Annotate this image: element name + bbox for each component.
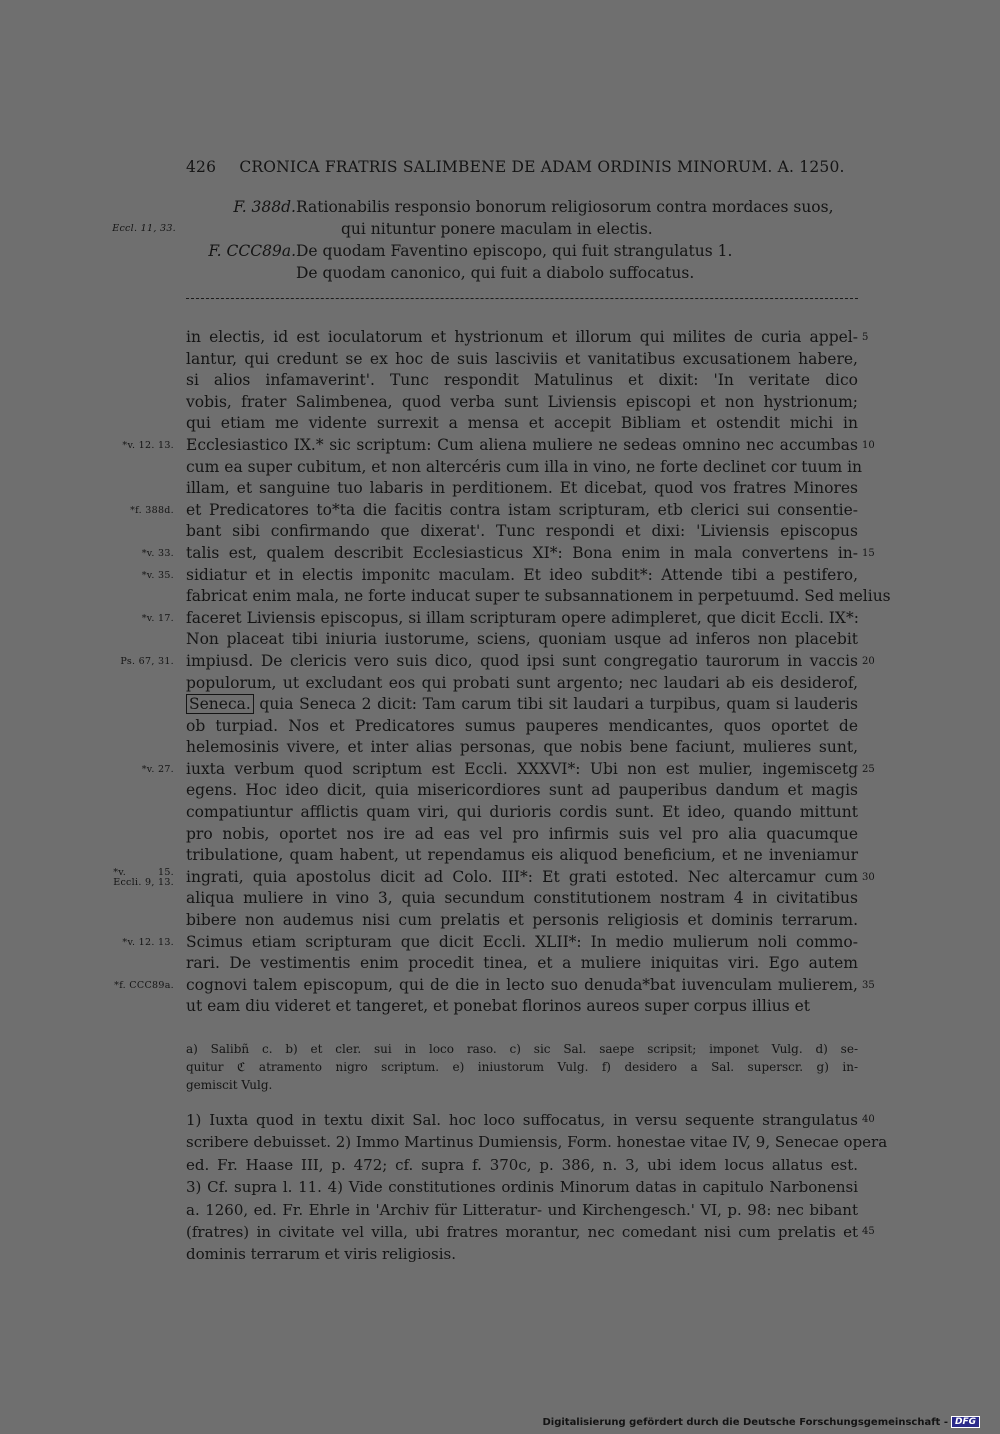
line-text: rari. De vestimentis enim procedit tinea, et a muliere iniquitas viri. Ego autem bbox=[186, 954, 858, 973]
text-line bbox=[141, 565, 858, 587]
footnote-text: 1) Iuxta quod in textu dixit Sal. hoc loco suffocatus, in versu sequente strangulatus bbox=[186, 1111, 858, 1129]
marginal-reference: *v. 12. 13. bbox=[122, 439, 174, 451]
line-number: 15 bbox=[862, 547, 875, 559]
line-text: Non placeat tibi iniuria iustorume, sciens, quoniam usque ad inferos non placebit bbox=[186, 630, 858, 649]
line-number: 25 bbox=[862, 763, 875, 775]
text-line bbox=[186, 349, 858, 371]
text-line bbox=[186, 370, 858, 392]
line-number: 45 bbox=[862, 1225, 875, 1237]
text-line bbox=[186, 478, 858, 500]
line-text: talis est, qualem describit Ecclesiasticus XI*: Bona enim in mala convertens in- bbox=[186, 543, 858, 562]
text-line bbox=[186, 888, 858, 910]
line-text: helemosinis vivere, et inter alias personas, que nobis bene faciunt, mulieres sunt, bbox=[186, 738, 858, 757]
text-line bbox=[130, 500, 858, 522]
line-text: in electis, id est ioculatorum et hystrionum et illorum qui milites de curia appel- bbox=[186, 328, 858, 346]
line-text: ob turpiad. Nos et Predicatores sumus pauperes mendicantes, quos oportet de bbox=[186, 716, 858, 735]
text-line bbox=[186, 673, 858, 695]
text-line bbox=[186, 629, 858, 651]
marginal-reference: *v. 35. bbox=[141, 569, 174, 581]
running-header bbox=[186, 158, 858, 176]
running-title: CRONICA FRATRIS SALIMBENE DE ADAM ORDINIS MINORUM. A. 1250. bbox=[239, 158, 845, 176]
text-line bbox=[186, 694, 858, 716]
line-text: ut eam diu videret et tangeret, et ponebat florinos aureos super corpus illius et bbox=[186, 997, 811, 1016]
folio-ref: F. 388d. bbox=[233, 198, 296, 216]
heading-row bbox=[112, 218, 858, 240]
text-line bbox=[186, 996, 858, 1018]
text-line bbox=[114, 975, 875, 997]
line-text: Scimus etiam scripturam que dicit Eccli. XLII*: In medio mulierum noli commo- bbox=[186, 932, 858, 951]
text-line bbox=[186, 457, 863, 479]
marginal-reference: Eccl. 11, 33. bbox=[112, 223, 176, 234]
text-line bbox=[122, 435, 875, 457]
credit-text: Digitalisierung gefördert durch die Deutsche Forschungsgemeinschaft - bbox=[542, 1416, 948, 1428]
footnote-line bbox=[186, 1109, 875, 1131]
line-number: 40 bbox=[862, 1114, 875, 1125]
text-line bbox=[141, 608, 859, 630]
text-line bbox=[186, 586, 891, 608]
line-number: 20 bbox=[862, 655, 875, 667]
marginal-reference: *v. 33. bbox=[141, 547, 174, 559]
footnote-text: scribere debuisset. 2) Immo Martinus Dumiensis, Form. honestae vitae IV, 9, Senecae opera bbox=[186, 1133, 888, 1152]
heading-row bbox=[186, 262, 858, 284]
line-text: si alios infamaverint'. Tunc respondit Matulinus et dixit: 'In veritate dico bbox=[186, 371, 858, 390]
main-text bbox=[113, 327, 891, 1018]
line-text: impiusd. De clericis vero suis dico, quod ipsi sunt congregatio taurorum in vaccis bbox=[186, 651, 858, 670]
line-number: 5 bbox=[862, 332, 869, 343]
text-line bbox=[120, 651, 875, 673]
text-line bbox=[186, 737, 858, 759]
heading-text: De quodam canonico, qui fuit a diabolo suffocatus. bbox=[296, 264, 695, 282]
line-text: illam, et sanguine tuo labaris in perditionem. Et dicebat, quod vos fratres Minores bbox=[186, 479, 858, 498]
footnote-line bbox=[186, 1221, 875, 1243]
text-line bbox=[186, 802, 858, 824]
text-line bbox=[141, 759, 875, 781]
chapter-headings bbox=[112, 196, 858, 284]
text-line bbox=[186, 521, 858, 543]
text-line bbox=[141, 543, 875, 565]
marginal-reference: *f. CCC89a. bbox=[114, 979, 174, 991]
footnote-line bbox=[186, 1154, 858, 1176]
line-text: bant sibi confirmando que dixerat'. Tunc respondi et dixi: 'Liviensis episcopus bbox=[186, 522, 858, 541]
apparatus-line: a) Salibñ c. b) et cler. sui in loco raso. c) sic Sal. saepe scripsit; imponet Vulg. d) se- bbox=[186, 1042, 858, 1056]
text-line bbox=[113, 866, 875, 889]
line-text: Ecclesiastico IX.* sic scriptum: Cum aliena muliere ne sedeas omnino nec accumbas bbox=[186, 435, 858, 454]
footnotes bbox=[186, 1109, 888, 1266]
apparatus-line: quitur ℭ atramento nigro scriptum. e) iniustorum Vulg. f) desidero a Sal. superscr. g) in- bbox=[186, 1060, 858, 1074]
line-text: fabricat enim mala, ne forte inducat super te subsannationem in perpetuumd. Sed melius bbox=[186, 587, 891, 606]
marginal-reference: *v. 12. 13. bbox=[122, 936, 174, 948]
boxed-marginal-name: Seneca. bbox=[186, 694, 254, 714]
footnote-text: dominis terrarum et viris religiosis. bbox=[186, 1245, 456, 1264]
line-text: sidiatur et in electis imponitc maculam. Et ideo subdit*: Attende tibi a pestifero, bbox=[186, 565, 858, 584]
footnote-line bbox=[186, 1131, 888, 1153]
text-line bbox=[186, 780, 858, 802]
digitization-credit bbox=[542, 1416, 980, 1428]
line-text: faceret Liviensis episcopus, si illam scripturam opere adimpleret, que dicit Eccli. IX*: bbox=[186, 608, 859, 627]
line-text: vobis, frater Salimbenea, quod verba sunt Liviensis episcopi et non hystrionum; bbox=[186, 392, 858, 411]
footnote-text: (fratres) in civitate vel villa, ubi fratres morantur, nec comedant nisi cum prelatis et bbox=[186, 1222, 858, 1241]
text-line bbox=[186, 953, 858, 975]
footnote-line bbox=[186, 1199, 858, 1221]
line-number: 35 bbox=[862, 979, 875, 991]
line-text: tribulatione, quam habent, ut rependamus eis aliquod beneficium, et ne inveniamur bbox=[186, 846, 858, 865]
line-text: lantur, qui credunt se ex hoc de suis lasciviis et vanitatibus excusationem habere, bbox=[186, 349, 858, 368]
line-text: cum ea super cubitum, et non altercéris cum illa in vino, ne forte declinet cor tuum in bbox=[186, 457, 863, 476]
footnote-text: a. 1260, ed. Fr. Ehrle in 'Archiv für Litteratur- und Kirchengesch.' VI, p. 98: nec bibant bbox=[186, 1200, 858, 1219]
line-text: egens. Hoc ideo dicit, quia misericordiores sunt ad pauperibus dandum et magis bbox=[186, 781, 858, 800]
dfg-logo: DFG bbox=[951, 1416, 980, 1428]
line-text: pro nobis, oportet nos ire ad eas vel pro infirmis suis vel pro alia quacumque bbox=[186, 824, 858, 843]
footnote-line bbox=[186, 1243, 858, 1265]
text-line bbox=[186, 824, 858, 846]
text-line bbox=[186, 413, 858, 435]
text-line bbox=[186, 845, 858, 867]
line-text: ingrati, quia apostolus dicit ad Colo. III*: Et grati estoted. Nec altercamur cum bbox=[186, 867, 858, 886]
line-text: quia Seneca 2 dicit: Tam carum tibi sit laudari a turpibus, quam si lauderis bbox=[259, 695, 858, 714]
line-text: iuxta verbum quod scriptum est Eccli. XXXVI*: Ubi non est mulier, ingemiscetg bbox=[186, 759, 858, 778]
line-text: qui etiam me vidente surrexit a mensa et accepit Bibliam et ostendit michi in bbox=[186, 414, 858, 433]
line-text: compatiuntur afflictis quam viri, qui durioris cordis sunt. Et ideo, quando mittunt bbox=[186, 803, 858, 822]
line-text: aliqua muliere in vino 3, quia secundum constitutionem nostram 4 in civitatibus bbox=[186, 889, 858, 908]
page-number: 426 bbox=[186, 158, 217, 176]
folio-ref: F. CCC89a. bbox=[208, 242, 296, 260]
line-text: populorum, ut excludant eos qui probati sunt argento; nec laudari ab eis desiderof, bbox=[186, 673, 858, 692]
line-text: et Predicatores to*ta die facitis contra istam scripturam, etb clerici sui consentie- bbox=[186, 500, 858, 519]
marginal-reference: *v. 15. Eccli. 9, 13. bbox=[113, 866, 174, 888]
marginal-reference: Ps. 67, 31. bbox=[120, 655, 174, 667]
line-text: bibere non audemus nisi cum prelatis et personis religiosis et dominis terrarum. bbox=[186, 911, 858, 930]
marginal-reference: *v. 27. bbox=[141, 763, 174, 775]
footnote-line bbox=[186, 1176, 858, 1198]
footnote-text: 3) Cf. supra l. 11. 4) Vide constitutiones ordinis Minorum datas in capitulo Narbonensi bbox=[186, 1178, 858, 1197]
critical-apparatus bbox=[186, 1040, 858, 1094]
line-number: 10 bbox=[862, 439, 875, 451]
marginal-reference: *v. 17. bbox=[141, 612, 174, 624]
line-text: cognovi talem episcopum, qui de die in lecto suo denuda*bat iuvenculam mulierem, bbox=[186, 975, 858, 994]
text-line bbox=[186, 716, 858, 738]
apparatus-line: gemiscit Vulg. bbox=[186, 1078, 273, 1092]
heading-text: qui nituntur ponere maculam in electis. bbox=[341, 220, 653, 238]
text-line bbox=[186, 327, 869, 349]
footnote-text: ed. Fr. Haase III, p. 472; cf. supra f. 370c, p. 386, n. 3, ubi idem locus allatus est. bbox=[186, 1155, 858, 1174]
heading-text: De quodam Faventino episcopo, qui fuit strangulatus 1. bbox=[296, 242, 733, 260]
heading-text: Rationabilis responsio bonorum religiosorum contra mordaces suos, bbox=[296, 198, 834, 216]
text-line bbox=[186, 910, 858, 932]
separator-rule bbox=[186, 298, 858, 299]
line-number: 30 bbox=[862, 871, 875, 883]
heading-row bbox=[186, 240, 858, 262]
heading-row bbox=[186, 196, 858, 218]
text-line bbox=[186, 392, 858, 414]
text-line bbox=[122, 932, 858, 954]
marginal-reference: *f. 388d. bbox=[130, 504, 174, 516]
